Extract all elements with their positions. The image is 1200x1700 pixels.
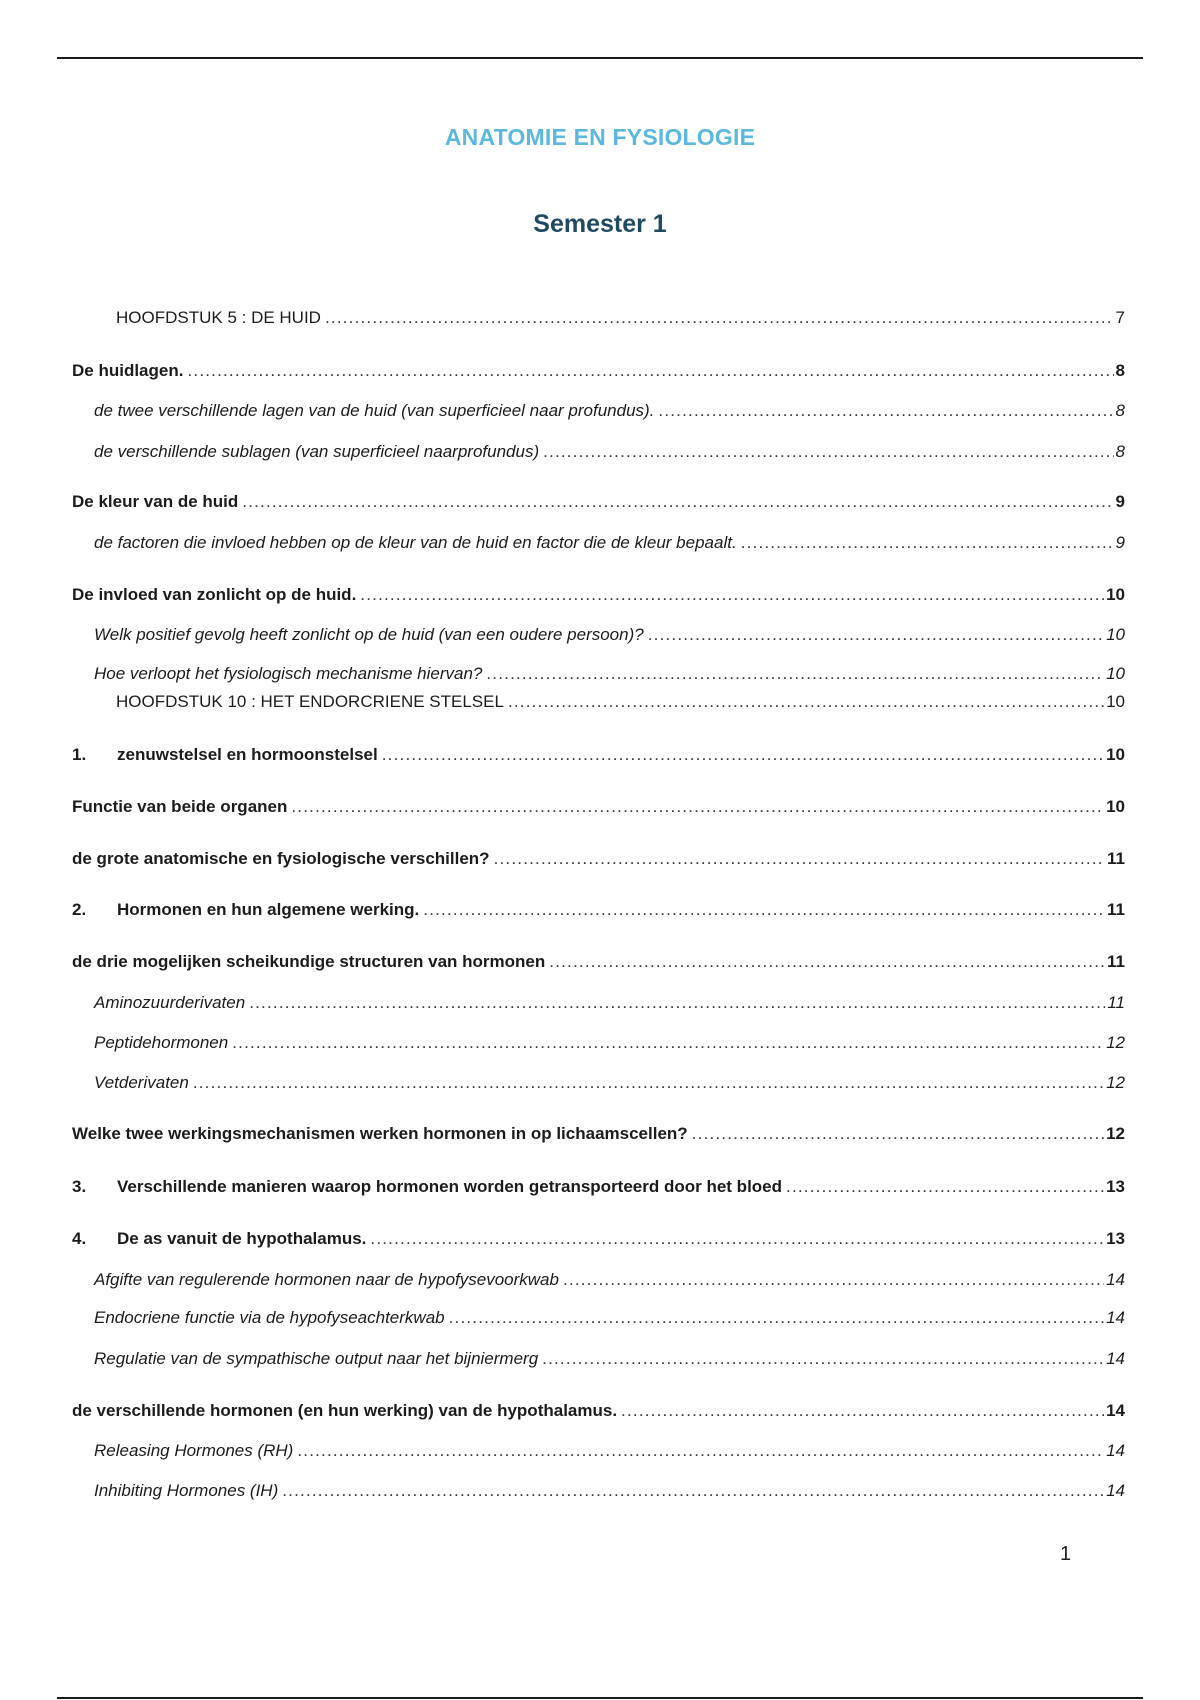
toc-page-number: 14 <box>1106 1270 1125 1289</box>
toc-page-number: 14 <box>1106 1308 1125 1327</box>
toc-entry-text: de factoren die invloed hebben op de kleur van de huid en factor die de kleur bepaalt. <box>94 533 737 552</box>
toc-entry-zonlicht[interactable] <box>72 583 1125 607</box>
toc-dot-leader <box>648 623 1104 647</box>
toc-entry-huidlagen[interactable] <box>72 359 1125 383</box>
toc-dot-leader <box>360 583 1104 607</box>
toc-dot-leader <box>282 1479 1104 1503</box>
toc-entry-text: Aminozuurderivaten <box>94 993 246 1012</box>
toc-entry-sublagen[interactable] <box>94 440 1125 464</box>
toc-dot-leader <box>187 359 1113 383</box>
toc-entry-text: Releasing Hormones (RH) <box>94 1441 294 1460</box>
toc-entry-kleur-huid[interactable] <box>72 490 1125 514</box>
toc-entry-text: de verschillende hormonen (en hun werking) van de hypothalamus. <box>72 1401 618 1420</box>
toc-entry-verschillen[interactable] <box>72 847 1125 871</box>
toc-entry-number: 2. <box>72 900 87 919</box>
toc-entry-vetderivaten[interactable] <box>94 1071 1125 1095</box>
toc-dot-leader <box>325 306 1114 330</box>
toc-dot-leader <box>494 847 1105 871</box>
toc-page-number: 8 <box>1115 442 1125 461</box>
toc-page-number: 14 <box>1106 1441 1125 1460</box>
toc-dot-leader <box>621 1399 1104 1423</box>
toc-entry-werkingsmechanismen[interactable] <box>72 1122 1125 1146</box>
toc-dot-leader <box>242 490 1113 514</box>
toc-page-number: 11 <box>1107 849 1125 868</box>
toc-entry-functie-organen[interactable] <box>72 795 1125 819</box>
toc-dot-leader <box>543 440 1113 464</box>
toc-entry-endocriene-functie[interactable] <box>94 1306 1125 1330</box>
toc-dot-leader <box>297 1439 1104 1463</box>
toc-entry-releasing-hormones[interactable] <box>94 1439 1125 1463</box>
toc-entry-twee-lagen[interactable] <box>94 399 1125 423</box>
toc-entry-scheikundige-structuren[interactable] <box>72 950 1125 974</box>
toc-entry-text: Endocriene functie via de hypofyseachterkwab <box>94 1308 445 1327</box>
toc-entry-text: HOOFDSTUK 10 : HET ENDORCRIENE STELSEL <box>116 692 504 711</box>
toc-entry-zenuwstelsel[interactable] <box>72 743 1125 767</box>
toc-entry-text: Functie van beide organen <box>72 797 288 816</box>
toc-dot-leader <box>249 991 1105 1015</box>
toc-entry-text: Hormonen en hun algemene werking. <box>117 900 420 919</box>
toc-page-number: 14 <box>1106 1481 1125 1500</box>
toc-entry-text: Welke twee werkingsmechanismen werken hormonen in op lichaamscellen? <box>72 1124 688 1143</box>
toc-entry-hormonen-werking[interactable] <box>72 898 1125 922</box>
page-number: 1 <box>1060 1543 1072 1565</box>
toc-page-number: 11 <box>1107 952 1125 971</box>
toc-page-number: 9 <box>1115 533 1125 552</box>
toc-dot-leader <box>692 1122 1104 1146</box>
toc-entry-text: Peptidehormonen <box>94 1033 229 1052</box>
toc-page-number: 12 <box>1106 1073 1125 1092</box>
toc-entry-chapter-10[interactable] <box>116 690 1125 714</box>
toc-dot-leader <box>563 1268 1104 1292</box>
toc-page-number: 13 <box>1106 1229 1125 1248</box>
toc-dot-leader <box>741 531 1114 555</box>
toc-page-number: 11 <box>1107 900 1125 919</box>
toc-entry-text: de verschillende sublagen (van superficieel naarprofundus) <box>94 442 540 461</box>
toc-dot-leader <box>382 743 1104 767</box>
toc-page-number: 9 <box>1115 492 1125 511</box>
bottom-border-line <box>57 1697 1143 1699</box>
toc-entry-text: de grote anatomische en fysiologische verschillen? <box>72 849 490 868</box>
toc-entry-afgifte-hormonen[interactable] <box>94 1268 1125 1292</box>
toc-entry-peptidehormonen[interactable] <box>94 1031 1125 1055</box>
toc-entry-positief-gevolg[interactable] <box>94 623 1125 647</box>
toc-dot-leader <box>370 1227 1104 1251</box>
toc-entry-regulatie-sympathische[interactable] <box>94 1347 1125 1371</box>
toc-dot-leader <box>549 950 1105 974</box>
toc-entry-text: Verschillende manieren waarop hormonen worden getransporteerd door het bloed <box>117 1177 783 1196</box>
toc-entry-text: Inhibiting Hormones (IH) <box>94 1481 279 1500</box>
toc-entry-text: zenuwstelsel en hormoonstelsel <box>117 745 378 764</box>
toc-page-number: 12 <box>1106 1124 1125 1143</box>
toc-page-number: 8 <box>1115 361 1125 380</box>
toc-page-number: 12 <box>1106 1033 1125 1052</box>
toc-page-number: 10 <box>1106 664 1125 683</box>
toc-entry-hormonen-hypothalamus[interactable] <box>72 1399 1125 1423</box>
toc-entry-as-hypothalamus[interactable] <box>72 1227 1125 1251</box>
toc-entry-text: De huidlagen. <box>72 361 184 380</box>
toc-page-number: 10 <box>1106 692 1125 711</box>
toc-entry-inhibiting-hormones[interactable] <box>94 1479 1125 1503</box>
toc-entry-transport-bloed[interactable] <box>72 1175 1125 1199</box>
toc-entry-text: Hoe verloopt het fysiologisch mechanisme hiervan? <box>94 664 483 683</box>
toc-dot-leader <box>193 1071 1104 1095</box>
toc-entry-text: de drie mogelijken scheikundige structuren van hormonen <box>72 952 546 971</box>
toc-dot-leader <box>658 399 1113 423</box>
toc-entry-number: 4. <box>72 1229 87 1248</box>
toc-page-number: 10 <box>1106 745 1125 764</box>
toc-dot-leader <box>486 662 1104 686</box>
toc-page-number: 10 <box>1106 585 1125 604</box>
toc-dot-leader <box>232 1031 1104 1055</box>
toc-entry-text: de twee verschillende lagen van de huid (van superficieel naar profundus). <box>94 401 655 420</box>
toc-entry-fysiologisch-mechanisme[interactable] <box>94 662 1125 686</box>
toc-dot-leader <box>542 1347 1104 1371</box>
toc-entry-text: De kleur van de huid <box>72 492 239 511</box>
toc-entry-number: 3. <box>72 1177 87 1196</box>
toc-entry-text: Afgifte van regulerende hormonen naar de hypofysevoorkwab <box>94 1270 559 1289</box>
toc-entry-chapter-5[interactable] <box>116 306 1125 330</box>
toc-page-number: 11 <box>1107 993 1125 1012</box>
toc-dot-leader <box>423 898 1105 922</box>
toc-entry-factoren-kleur[interactable] <box>94 531 1125 555</box>
toc-page-number: 10 <box>1106 797 1125 816</box>
toc-dot-leader <box>786 1175 1104 1199</box>
document-title: ANATOMIE EN FYSIOLOGIE <box>444 124 756 150</box>
toc-entry-text: HOOFDSTUK 5 : DE HUID <box>116 308 321 327</box>
toc-entry-text: Vetderivaten <box>94 1073 189 1092</box>
toc-page-number: 14 <box>1106 1349 1125 1368</box>
toc-page-number: 13 <box>1106 1177 1125 1196</box>
toc-page-number: 7 <box>1115 308 1125 327</box>
toc-page-number: 10 <box>1106 625 1125 644</box>
top-border-line <box>57 57 1143 59</box>
document-subtitle: Semester 1 <box>533 210 667 238</box>
toc-entry-aminozuurderivaten[interactable] <box>94 991 1125 1015</box>
toc-dot-leader <box>449 1306 1104 1330</box>
toc-entry-number: 1. <box>72 745 87 764</box>
toc-dot-leader <box>508 690 1104 714</box>
toc-entry-text: Welk positief gevolg heeft zonlicht op de huid (van een oudere persoon)? <box>94 625 644 644</box>
toc-entry-text: Regulatie van de sympathische output naar het bijniermerg <box>94 1349 539 1368</box>
toc-entry-text: De invloed van zonlicht op de huid. <box>72 585 357 604</box>
toc-dot-leader <box>291 795 1104 819</box>
toc-page-number: 14 <box>1106 1401 1125 1420</box>
toc-page-number: 8 <box>1115 401 1125 420</box>
toc-entry-text: De as vanuit de hypothalamus. <box>117 1229 367 1248</box>
